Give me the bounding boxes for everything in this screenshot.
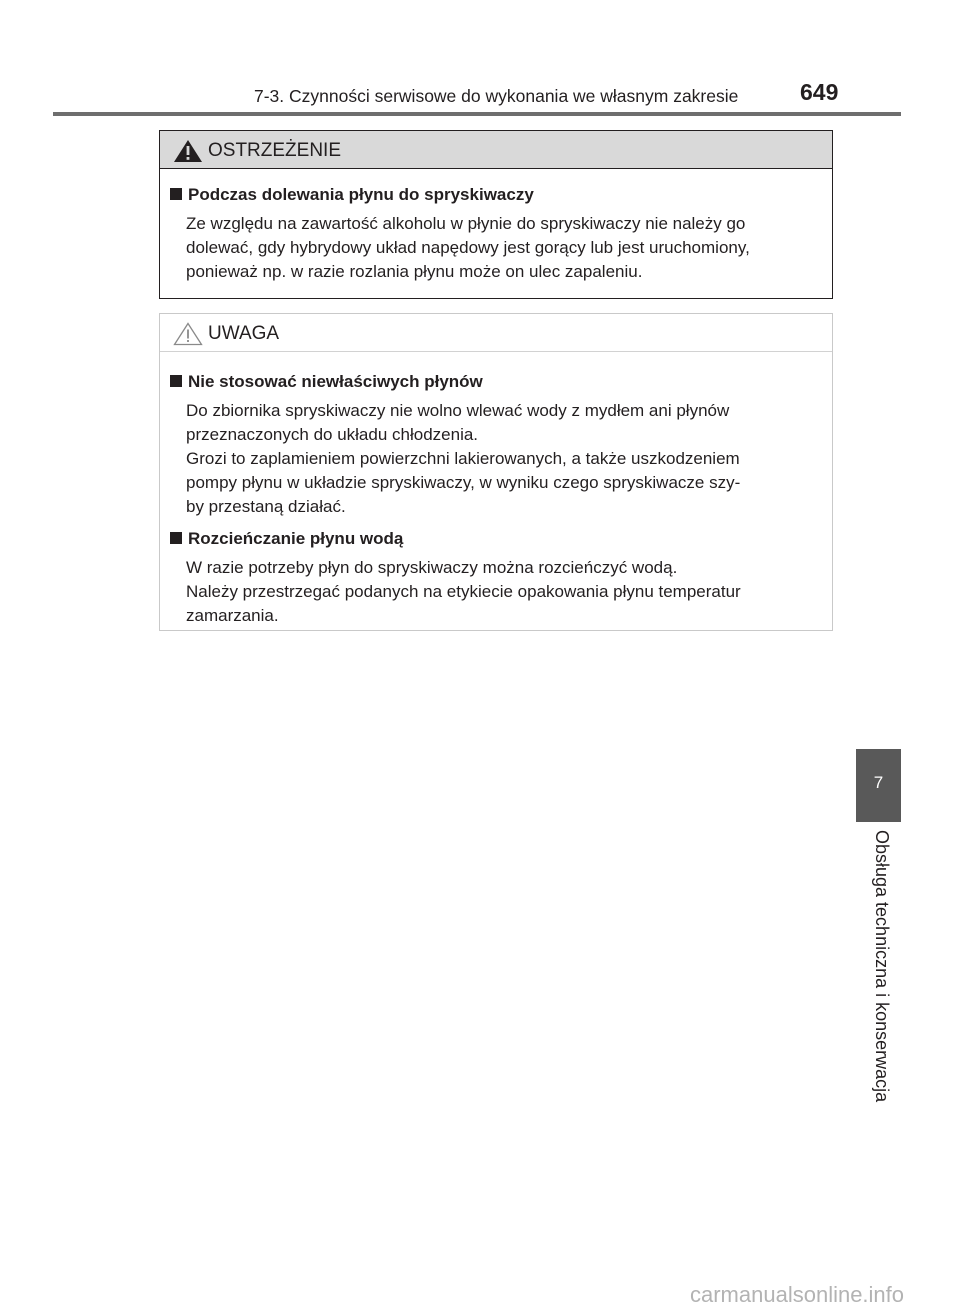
chapter-tab[interactable] [856,749,901,822]
warning-box [159,130,833,299]
warning-item-title: Podczas dolewania płynu do spryskiwaczy [170,183,818,206]
square-bullet-icon [170,375,182,387]
warning-item-text: Ze względu na zawartość alkoholu w płynie do spryskiwaczy nie należy go dolewać, gdy hybrydowy układ napędowy jest gorący lub jest uruchomiony, ponieważ np. w razie rozlania płynu może on ulec zapaleniu. [186,214,750,281]
warning-triangle-outline-icon [173,322,203,346]
notice-body [160,352,832,628]
chapter-title: Obsługa techniczna i konserwacja [872,830,892,1103]
notice-item-text: Do zbiornika spryskiwaczy nie wolno wlewać wody z mydłem ani płynów przeznaczonych do układu chłodzenia. Grozi to zaplamieniem powierzchni lakierowanych, a także uszkodzeniem pompy płynu w układzie spryskiwaczy, w wyniku czego spryskiwacze szy- by przestaną działać. [186,401,741,516]
notice-item-text: W razie potrzeby płyn do spryskiwaczy można rozcieńczyć wodą. Należy przestrzegać podanych na etykiecie opakowania płynu temperatur zamarzania. [186,558,741,625]
notice-box [159,313,833,631]
notice-box-header [160,314,832,352]
chapter-number: 7 [873,773,884,792]
section-title: 7-3. Czynności serwisowe do wykonania we własnym zakresie [254,86,739,106]
notice-item-title: Nie stosować niewłaściwych płynów [170,370,818,393]
warning-label: OSTRZEŻENIE [208,140,342,161]
page-number: 649 [800,79,839,105]
notice-item-title: Rozcieńczanie płynu wodą [170,527,818,550]
square-bullet-icon [170,188,182,200]
warning-triangle-filled-icon [173,139,203,163]
notice-label: UWAGA [208,323,280,344]
watermark: carmanualsonline.info [690,1282,905,1307]
warning-body [160,169,832,284]
warning-box-header [160,131,832,169]
header-divider [53,112,901,116]
square-bullet-icon [170,532,182,544]
